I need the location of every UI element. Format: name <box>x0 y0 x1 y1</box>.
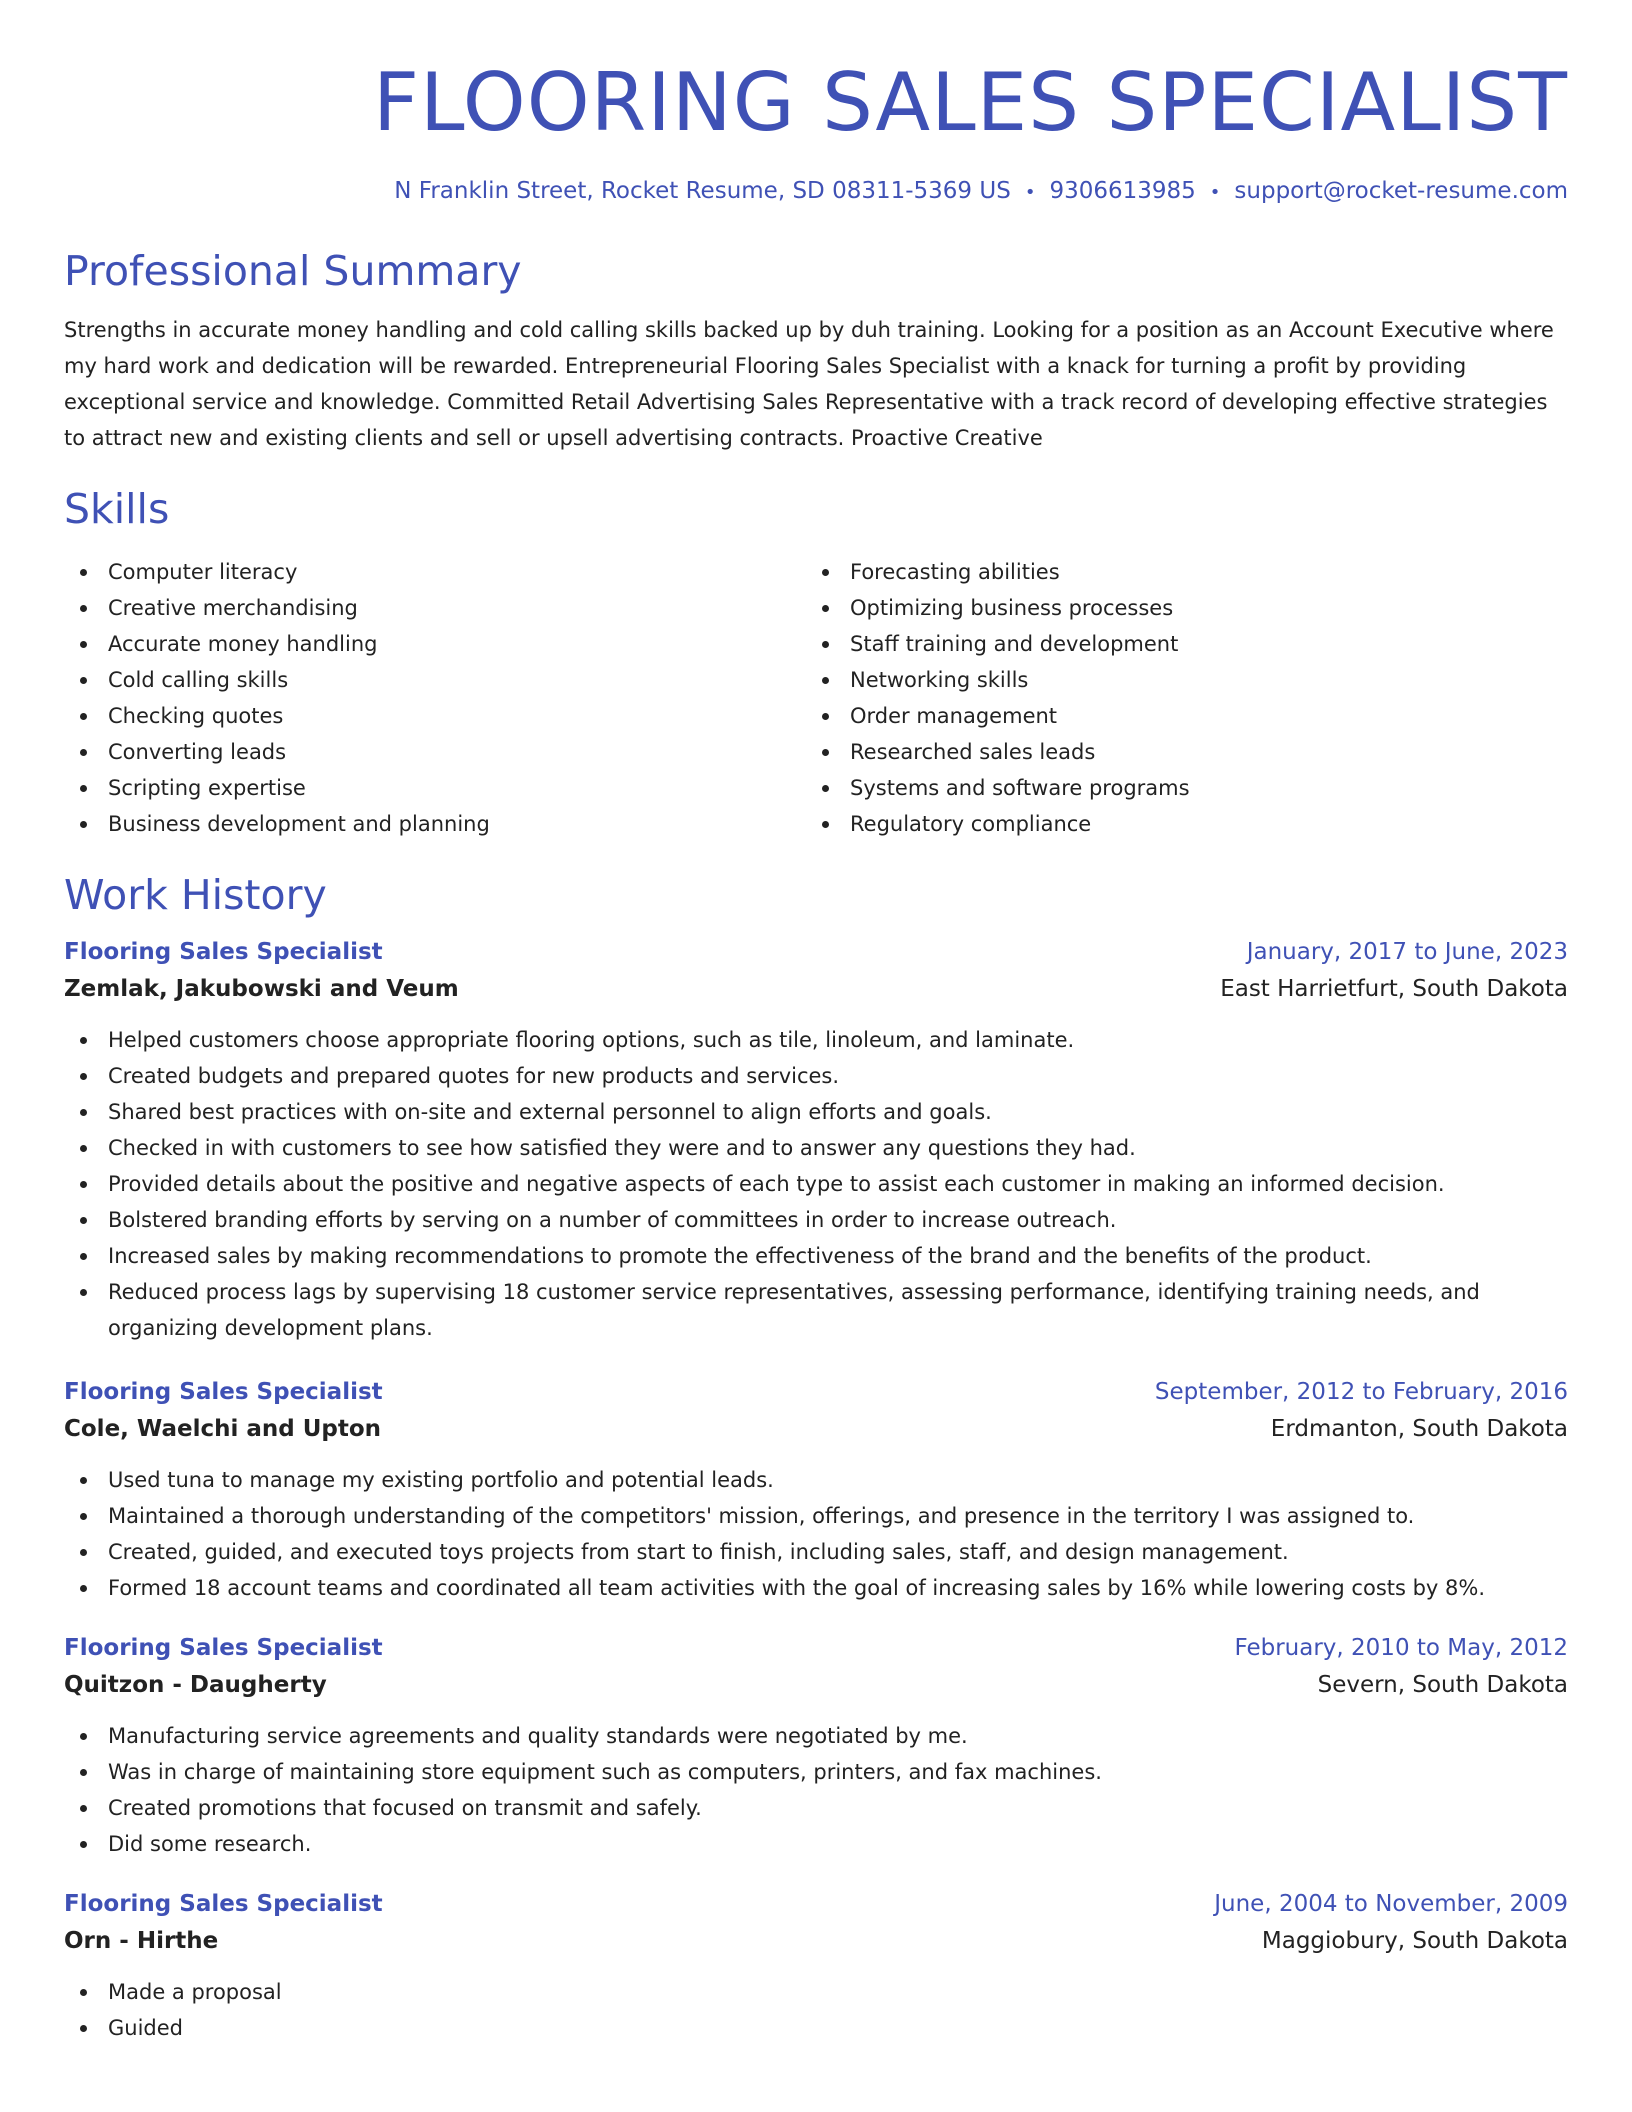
summary-text: Strengths in accurate money handling and cold calling skills backed up by duh training. Looking for a position as an Account Executive where my hard work and dedication will be rewarded. Entrepreneurial Flooring Sales Specialist with a knack for turning a profit by providing exceptional service and knowledge. Committed Retail Advertising Sales Representative with a track record of developing effective strategies to attract new and existing clients and sell or upsell advertising contracts. Proactive Creative <box>64 318 1554 450</box>
job-location: Maggiobury, South Dakota <box>1261 1928 1568 1954</box>
section-title-skills: Skills <box>64 485 170 533</box>
job-company: Quitzon - Daugherty <box>64 1672 327 1698</box>
job-dates: February, 2010 to May, 2012 <box>1234 1635 1568 1661</box>
skill-item: Computer literacy <box>64 554 806 590</box>
skill-item: Checking quotes <box>64 698 806 734</box>
job-header-row <box>64 1630 1568 1666</box>
job-duties <box>64 1718 1568 1862</box>
skill-item: Researched sales leads <box>806 734 1548 770</box>
skill-item: Accurate money handling <box>64 626 806 662</box>
resume-page <box>64 0 1568 2046</box>
job-duty: Helped customers choose appropriate flooring options, such as tile, linoleum, and laminate. <box>64 1022 1568 1058</box>
job-entry <box>64 934 1568 1346</box>
job-duty: Created, guided, and executed toys projects from start to finish, including sales, staff, and design management. <box>64 1534 1568 1570</box>
skills-column-right <box>806 554 1548 842</box>
job-duties <box>64 1022 1568 1346</box>
job-duty: Increased sales by making recommendations to promote the effectiveness of the brand and the benefits of the product. <box>64 1238 1568 1274</box>
job-duty: Shared best practices with on-site and external personnel to align efforts and goals. <box>64 1094 1568 1130</box>
page-title: FLOORING SALES SPECIALIST <box>373 56 1568 149</box>
job-dates: January, 2017 to June, 2023 <box>1246 939 1568 965</box>
job-title: Flooring Sales Specialist <box>64 1891 383 1917</box>
job-company: Cole, Waelchi and Upton <box>64 1416 382 1442</box>
bullet-separator: • <box>1024 182 1036 203</box>
job-duty: Bolstered branding efforts by serving on a number of committees in order to increase outreach. <box>64 1202 1568 1238</box>
contact-phone: 9306613985 <box>1049 178 1196 204</box>
skills-list <box>64 554 1568 842</box>
job-title: Flooring Sales Specialist <box>64 939 383 965</box>
job-duty: Provided details about the positive and negative aspects of each type to assist each customer in making an informed decision. <box>64 1166 1568 1202</box>
job-duty: Created budgets and prepared quotes for new products and services. <box>64 1058 1568 1094</box>
skill-item: Staff training and development <box>806 626 1548 662</box>
job-header-row <box>64 934 1568 970</box>
job-title: Flooring Sales Specialist <box>64 1635 383 1661</box>
job-dates: June, 2004 to November, 2009 <box>1214 1891 1568 1917</box>
skill-item: Forecasting abilities <box>806 554 1548 590</box>
job-duty: Guided <box>64 2010 1568 2046</box>
job-duties <box>64 1974 1568 2046</box>
contact-address: N Franklin Street, Rocket Resume, SD 08311-5369 US <box>394 178 1011 204</box>
job-duties <box>64 1462 1568 1606</box>
job-company-row <box>64 1922 1568 1960</box>
skill-item: Regulatory compliance <box>806 806 1548 842</box>
job-location: Erdmanton, South Dakota <box>1270 1416 1568 1442</box>
bullet-separator: • <box>1209 182 1221 203</box>
contact-line <box>64 176 1568 208</box>
job-duty: Created promotions that focused on transmit and safely. <box>64 1790 1568 1826</box>
section-title-summary: Professional Summary <box>64 247 522 295</box>
job-company: Orn - Hirthe <box>64 1928 219 1954</box>
job-duty: Checked in with customers to see how satisfied they were and to answer any questions they had. <box>64 1130 1568 1166</box>
job-location: Severn, South Dakota <box>1317 1672 1568 1698</box>
job-header-row <box>64 1886 1568 1922</box>
job-duty: Manufacturing service agreements and quality standards were negotiated by me. <box>64 1718 1568 1754</box>
skill-item: Cold calling skills <box>64 662 806 698</box>
skill-item: Business development and planning <box>64 806 806 842</box>
job-duty: Reduced process lags by supervising 18 customer service representatives, assessing performance, identifying training needs, and organizing development plans. <box>64 1274 1568 1346</box>
skill-item: Networking skills <box>806 662 1548 698</box>
job-header-row <box>64 1374 1568 1410</box>
skill-item: Optimizing business processes <box>806 590 1548 626</box>
job-dates: September, 2012 to February, 2016 <box>1154 1379 1568 1405</box>
skill-item: Systems and software programs <box>806 770 1548 806</box>
job-entry <box>64 1886 1568 2046</box>
skill-item: Order management <box>806 698 1548 734</box>
job-location: East Harrietfurt, South Dakota <box>1220 976 1568 1002</box>
skill-item: Converting leads <box>64 734 806 770</box>
contact-email[interactable]: support@rocket-resume.com <box>1234 178 1568 204</box>
skills-column-left <box>64 554 806 842</box>
job-duty: Formed 18 account teams and coordinated all team activities with the goal of increasing sales by 16% while lowering costs by 8%. <box>64 1570 1568 1606</box>
job-title: Flooring Sales Specialist <box>64 1379 383 1405</box>
job-duty: Made a proposal <box>64 1974 1568 2010</box>
skill-item: Creative merchandising <box>64 590 806 626</box>
job-company-row <box>64 1410 1568 1448</box>
job-duty: Maintained a thorough understanding of the competitors' mission, offerings, and presence in the territory I was assigned to. <box>64 1498 1568 1534</box>
job-duty: Did some research. <box>64 1826 1568 1862</box>
job-company: Zemlak, Jakubowski and Veum <box>64 976 459 1002</box>
job-duty: Was in charge of maintaining store equipment such as computers, printers, and fax machines. <box>64 1754 1568 1790</box>
job-company-row <box>64 970 1568 1008</box>
job-entry <box>64 1374 1568 1606</box>
skill-item: Scripting expertise <box>64 770 806 806</box>
job-entry <box>64 1630 1568 1862</box>
job-company-row <box>64 1666 1568 1704</box>
section-title-work-history: Work History <box>64 871 327 919</box>
job-duty: Used tuna to manage my existing portfolio and potential leads. <box>64 1462 1568 1498</box>
